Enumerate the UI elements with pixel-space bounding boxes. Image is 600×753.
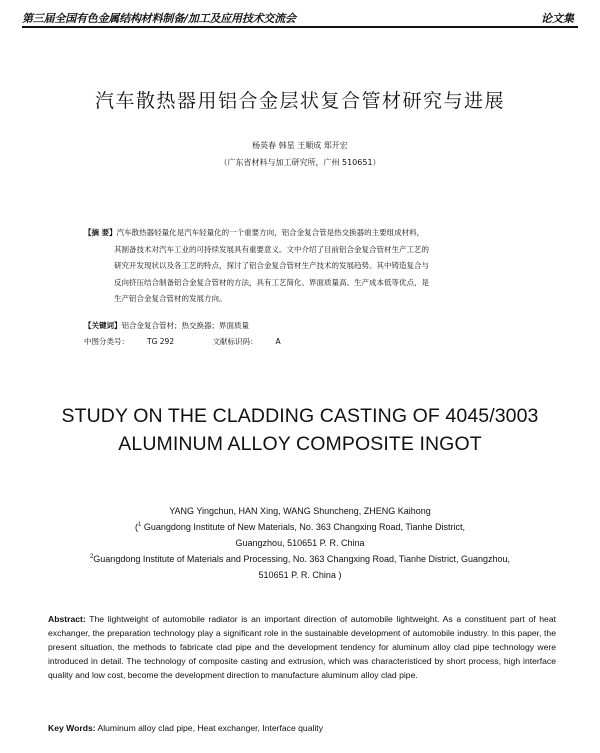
chinese-abstract-line: 其制备技术对汽车工业的可持续发展具有重要意义。文中介绍了目前铝合金复合管材生产工艺的 [114,244,429,254]
header-section-label: 论文集 [541,12,574,25]
chinese-keywords-value: 铝合金复合管材；热交换器；界面质量 [121,321,249,330]
english-keywords-label: Key Words: [48,723,96,733]
classification-line [84,336,514,347]
english-keywords-value: Aluminum alloy clad pipe, Heat exchanger, Interface quality [97,723,323,733]
english-affiliation-1-cont: Guangzhou, 510651 P. R. China [235,538,365,548]
header-conference-title: 第三届全国有色金属结构材料制备/加工及应用技术交流会 [22,12,296,25]
english-affiliation-2-cont: 510651 P. R. China ) [258,570,342,580]
chinese-abstract-line: 研究开发现状以及各工艺的特点，探讨了铝合金复合管材生产技术的发展趋势。其中铸造复合与 [114,261,429,270]
document-code: 文献标识码： A [212,337,281,346]
english-authors: YANG Yingchun, HAN Xing, WANG Shuncheng, ZHENG Kaihong [169,506,431,516]
chinese-abstract-line: 【摘 要】汽车散热器轻量化是汽车轻量化的一个重要方向，铝合金复合管是热交换器的主要组成材料， [84,228,425,237]
header-divider [22,26,578,28]
class-number: 中图分类号： TG 292 [84,337,175,346]
english-keywords [48,723,556,733]
chinese-keywords-label: 【关键词】 [84,321,122,330]
english-abstract [48,612,556,682]
chinese-keywords [84,320,514,331]
chinese-abstract-label: 【摘 要】 [84,228,117,237]
chinese-authors: 杨英春 韩星 王顺成 郑开宏 [252,141,348,150]
english-affiliation-1: ($^1$ Guangdong Institute of New Materials, No. 363 Changxing Road, Tianhe District, [134,522,466,532]
english-abstract-label: Abstract: [48,614,86,624]
running-header [22,6,578,26]
english-title-line: ALUMINUM ALLOY COMPOSITE INGOT [118,433,482,455]
chinese-abstract-line: 生产铝合金复合管材的发展方向。 [114,294,227,303]
chinese-affiliation: （广东省材料与加工研究所，广州 510651） [219,158,381,167]
english-title-line: STUDY ON THE CLADDING CASTING OF 4045/3003 [61,405,539,427]
chinese-abstract-line: 反向挤压结合制备铝合金复合管材的方法，具有工艺简化、界面质量高、生产成本低等优点，是 [114,277,429,287]
chinese-abstract [84,225,514,308]
chinese-title: 汽车散热器用铝合金层状复合管材研究与进展 [94,90,505,112]
english-title [0,402,600,458]
english-abstract-text: The lightweight of automobile radiator is an important direction of automobile lightweight. As a constituent part of heat exchanger, the preparation technology play a significant role in the sustainable development of automobile industry. In this paper, the present situation, the methods to fabricate clad pipe and the development tendency for aluminum alloy clad pipe technology were introduced in detail. The technology of composite casting and extrusion, which was characteristiced by short process, high interface quality and low cost, become the development direction to manufacture aluminum alloy clad pipe. [48,614,556,680]
english-affiliation-2: $^2$Guangdong Institute of Materials and Processing, No. 363 Changxing Road, Tianhe District, Guangzhou, [89,554,511,564]
